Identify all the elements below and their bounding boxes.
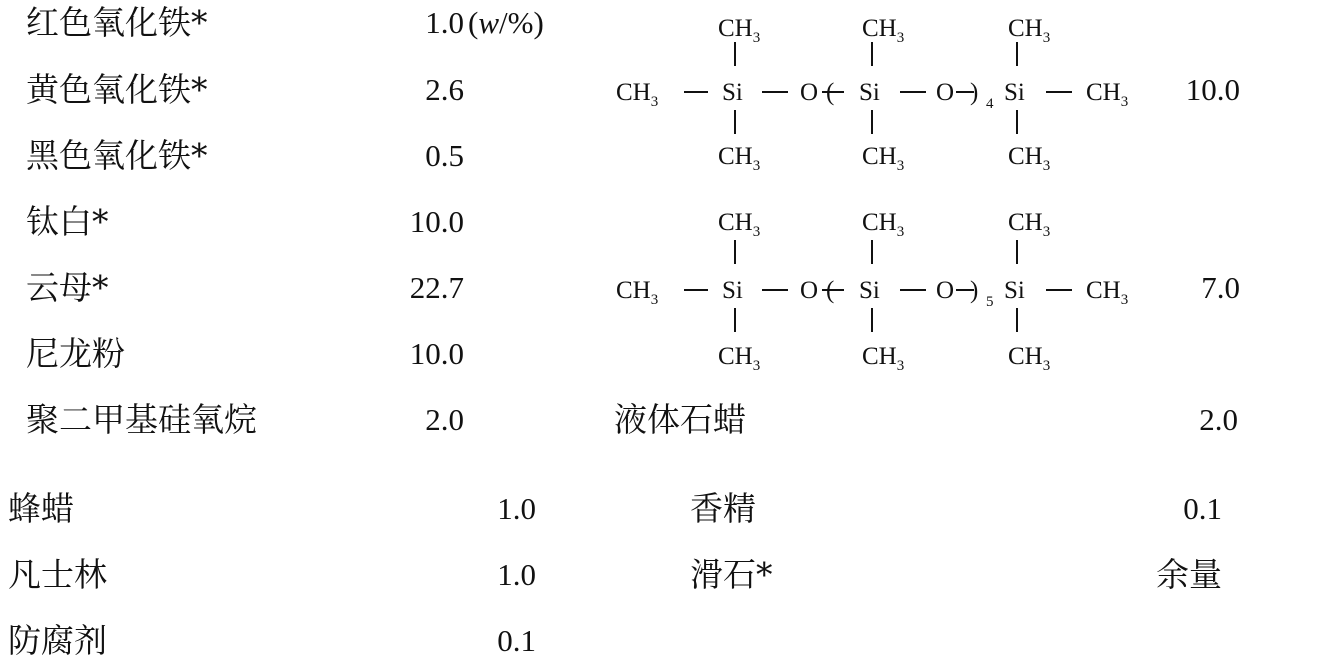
- ingredient-name: 蜂蜡: [8, 489, 74, 528]
- svg-text:CH3: $CH_3$: [1008, 143, 1051, 174]
- ingredient-value: 0.1: [497, 623, 536, 658]
- svg-text:O: O: [936, 79, 955, 106]
- ingredient-value: 2.6: [425, 72, 464, 107]
- svg-text:CH3: $CH_3$: [718, 343, 761, 374]
- svg-text:): ): [970, 79, 979, 106]
- ingredient-name: 聚二甲基硅氧烷: [26, 400, 257, 439]
- svg-text:Si: Si: [722, 79, 743, 106]
- ingredient-name: 防腐剂: [8, 621, 107, 660]
- svg-text:(: (: [826, 79, 835, 106]
- svg-text:CH3: $CH_3$: [1008, 343, 1051, 374]
- siloxane-formulas: [600, 0, 1160, 380]
- svg-text:CH3: $CH_3$: [862, 209, 905, 240]
- svg-text:Si: Si: [1004, 79, 1025, 106]
- ingredient-name: 尼龙粉: [26, 334, 125, 373]
- svg-text:O: O: [800, 79, 819, 106]
- ingredient-name: 滑石*: [690, 555, 773, 594]
- ingredient-value: 0.5: [425, 138, 464, 173]
- ingredient-value: 1.0: [425, 5, 464, 40]
- svg-text:Si: Si: [1004, 277, 1025, 304]
- svg-text:Si: Si: [859, 277, 880, 304]
- svg-text:CH3: $CH_3$: [718, 143, 761, 174]
- svg-text:CH3: $CH_3$: [718, 15, 761, 46]
- ingredient-value: 0.1: [1183, 491, 1222, 526]
- ingredient-name: 黄色氧化铁*: [26, 70, 208, 109]
- ingredient-name: 香精: [690, 489, 756, 528]
- ingredient-name: 云母*: [26, 268, 109, 307]
- ingredient-name: 凡士林: [8, 555, 107, 594]
- svg-text:O: O: [800, 277, 819, 304]
- ingredient-name: 黑色氧化铁*: [26, 136, 208, 175]
- formula-value: 10.0: [1185, 72, 1240, 107]
- svg-text:CH3: $CH_3$: [718, 209, 761, 240]
- svg-text:4: 4: [986, 96, 994, 112]
- svg-text:O: O: [936, 277, 955, 304]
- ingredient-name: 红色氧化铁*: [26, 3, 208, 42]
- svg-text:Si: Si: [859, 79, 880, 106]
- svg-text:CH3: $CH_3$: [862, 143, 905, 174]
- ingredient-name: 钛白*: [26, 202, 109, 241]
- ingredient-value: 2.0: [425, 402, 464, 437]
- ingredient-value: 余量: [1156, 555, 1222, 594]
- svg-text:Si: Si: [722, 277, 743, 304]
- svg-text:CH3: $CH_3$: [616, 277, 659, 308]
- ingredient-value: 10.0: [409, 204, 464, 239]
- svg-text:CH3: $CH_3$: [1086, 79, 1129, 110]
- ingredient-value: 1.0: [497, 491, 536, 526]
- svg-text:CH3: $CH_3$: [616, 79, 659, 110]
- svg-text:(: (: [826, 277, 835, 304]
- svg-text:CH3: $CH_3$: [1008, 209, 1051, 240]
- ingredient-name: 液体石蜡: [614, 400, 746, 439]
- svg-text:5: 5: [986, 294, 994, 310]
- svg-text:CH3: $CH_3$: [1086, 277, 1129, 308]
- ingredient-value: 2.0: [1199, 402, 1238, 437]
- svg-text:CH3: $CH_3$: [862, 15, 905, 46]
- ingredient-value: 10.0: [409, 336, 464, 371]
- svg-text:CH3: $CH_3$: [862, 343, 905, 374]
- unit-label: (w/%): [468, 5, 544, 40]
- svg-text:): ): [970, 277, 979, 304]
- ingredient-value: 1.0: [497, 557, 536, 592]
- formula-value: 7.0: [1201, 270, 1240, 305]
- ingredient-value: 22.7: [409, 270, 464, 305]
- svg-text:CH3: $CH_3$: [1008, 15, 1051, 46]
- siloxane-formula: [616, 209, 1128, 374]
- siloxane-formula: [616, 15, 1128, 174]
